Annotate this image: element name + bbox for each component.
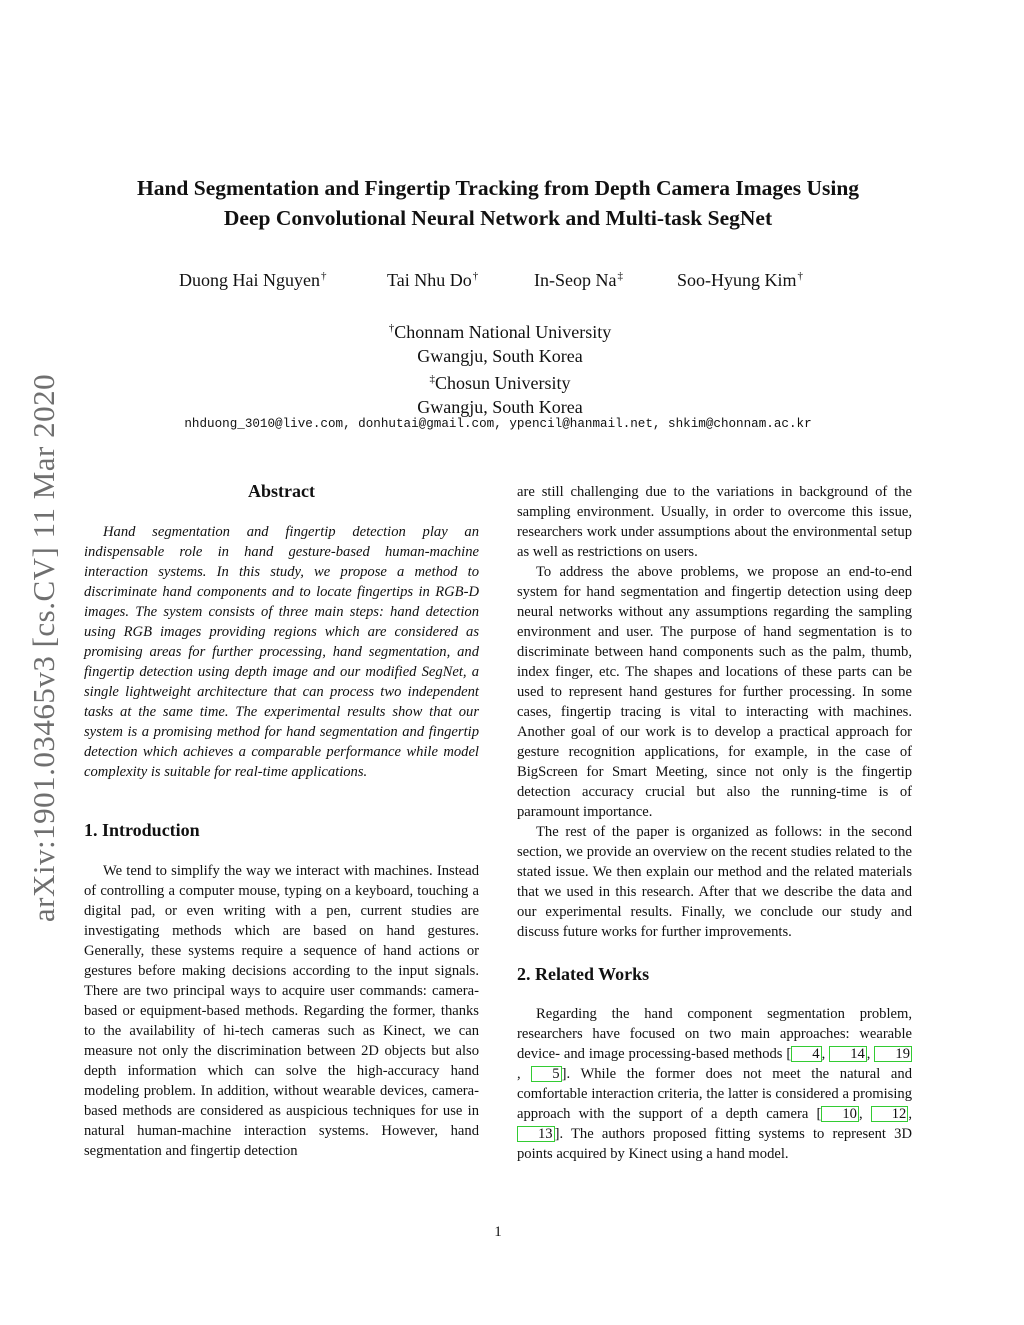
affiliation-2: ‡Chosun University bbox=[429, 373, 571, 393]
right-column bbox=[517, 482, 912, 1164]
affiliation-1: †Chonnam National University bbox=[388, 322, 612, 342]
page-number: 1 bbox=[494, 1224, 502, 1240]
citation-link[interactable]: 14 bbox=[829, 1046, 867, 1062]
arxiv-identifier: arXiv:1901.03465v3 [cs.CV] 11 Mar 2020 bbox=[26, 373, 61, 923]
author-2: Tai Nhu Do† bbox=[387, 270, 479, 290]
affiliation-1-location: Gwangju, South Korea bbox=[417, 345, 583, 366]
citation-link[interactable]: 4 bbox=[791, 1046, 821, 1062]
affiliations bbox=[0, 317, 1000, 419]
author-1: Duong Hai Nguyen† bbox=[179, 270, 327, 290]
citation-link[interactable]: 12 bbox=[871, 1106, 909, 1122]
citation-link[interactable]: 19 bbox=[874, 1046, 912, 1062]
citation-link[interactable]: 10 bbox=[821, 1106, 859, 1122]
abstract-heading: Abstract bbox=[248, 481, 315, 501]
section-heading-introduction: 1. Introduction bbox=[84, 820, 200, 840]
introduction-paragraph-1: We tend to simplify the way we interact with machines. Instead of controlling a computer mouse, typing on a keyboard, touching a digital pad, or even writing with a pen, current studies are investigating methods which are based on hand gestures. Generally, these systems require a sequence of hand actions or gestures before making decisions according to the input signals. There are two principal ways to acquire user commands: camera-based or equipment-based methods. Regarding the former, thanks to the availability of hi-tech cameras such as Kinect, we can measure not only the discrimination between 2D objects but also depth information which can solve the high-accuracy hand modeling problem. In addition, without wearable devices, camera-based methods are considered as auspicious techniques for use in natural human-machine interaction systems. However, hand segmentation and fingertip detection bbox=[84, 863, 479, 1159]
left-column bbox=[84, 480, 479, 1161]
introduction-paragraph-2: To address the above problems, we propose an end-to-end system for hand segmentation and fingertip detection using deep neural networks without any assumptions regarding the sampling environment and user. The purpose of hand segmentation is to discriminate between hand components such as the palm, thumb, index finger, etc. The shapes and locations of these parts can be used to represent hand gestures for further processing. In some cases, fingertip tracing is vital to interacting with machines. Another goal of our work is to develop a practical approach for gesture recognition applications, for example, in the case of BigScreen for Smart Meeting, since not only is the fingertip detection accuracy crucial but also the running-time is of paramount importance. bbox=[517, 564, 912, 820]
introduction-paragraph-3: The rest of the paper is organized as follows: in the second section, we provide an overview on the recent studies related to the stated issue. We then explain our method and the related materials that we used in this research. After that we describe the data and our experimental results. Finally, we conclude our study and discuss future works for further improvements. bbox=[517, 824, 912, 940]
citation-link[interactable]: 5 bbox=[531, 1066, 561, 1082]
affiliation-2-location: Gwangju, South Korea bbox=[417, 396, 583, 417]
author-3: In-Seop Na‡ bbox=[534, 270, 623, 290]
section-heading-related-works: 2. Related Works bbox=[517, 964, 650, 984]
author-emails: nhduong_3010@live.com, donhutai@gmail.com, ypencil@hanmail.net, shkim@chonnam.ac.kr bbox=[184, 417, 812, 431]
paper-title bbox=[80, 173, 916, 233]
related-works-paragraph-1: Regarding the hand component segmentation problem, researchers have focused on two main approaches: wearable device- and image processing-based methods [ 4 , 14 , 19, 5 ]. While the former does not meet the natural and comfortable interaction criteria, the latter is considered a promising approach with the support of a depth camera [ 10 , 12 , 13 ]. The authors proposed fitting systems to represent 3D points acquired by Kinect using a hand model. bbox=[517, 1006, 913, 1162]
citation-link[interactable]: 13 bbox=[517, 1126, 555, 1142]
abstract-body: Hand segmentation and fingertip detection play an indispensable role in hand gesture-based human-machine interaction systems. In this study, we propose a method to discriminate hand components and to locate fingertips in RGB-D images. The system consists of three main steps: hand detection using RGB images providing regions which are considered as promising areas for further processing, hand segmentation, and fingertip detection using depth image and our modified SegNet, a single lightweight architecture that can process two independent tasks at the same time. The experimental results show that our system is a promising method for hand segmentation and fingertip detection which achieves a comparable performance while model complexity is suitable for real-time applications. bbox=[84, 524, 479, 780]
title-line-1: Hand Segmentation and Fingertip Tracking from Depth Camera Images Using bbox=[136, 176, 860, 200]
author-list bbox=[0, 270, 1024, 296]
introduction-paragraph-1-continued: are still challenging due to the variations in background of the sampling environment. Usually, in order to overcome this issue, researchers work under assumptions about the environmental setup as well as restrictions on users. bbox=[517, 484, 912, 560]
title-line-2: Deep Convolutional Neural Network and Multi-task SegNet bbox=[223, 206, 773, 230]
author-4: Soo-Hyung Kim† bbox=[677, 270, 804, 290]
